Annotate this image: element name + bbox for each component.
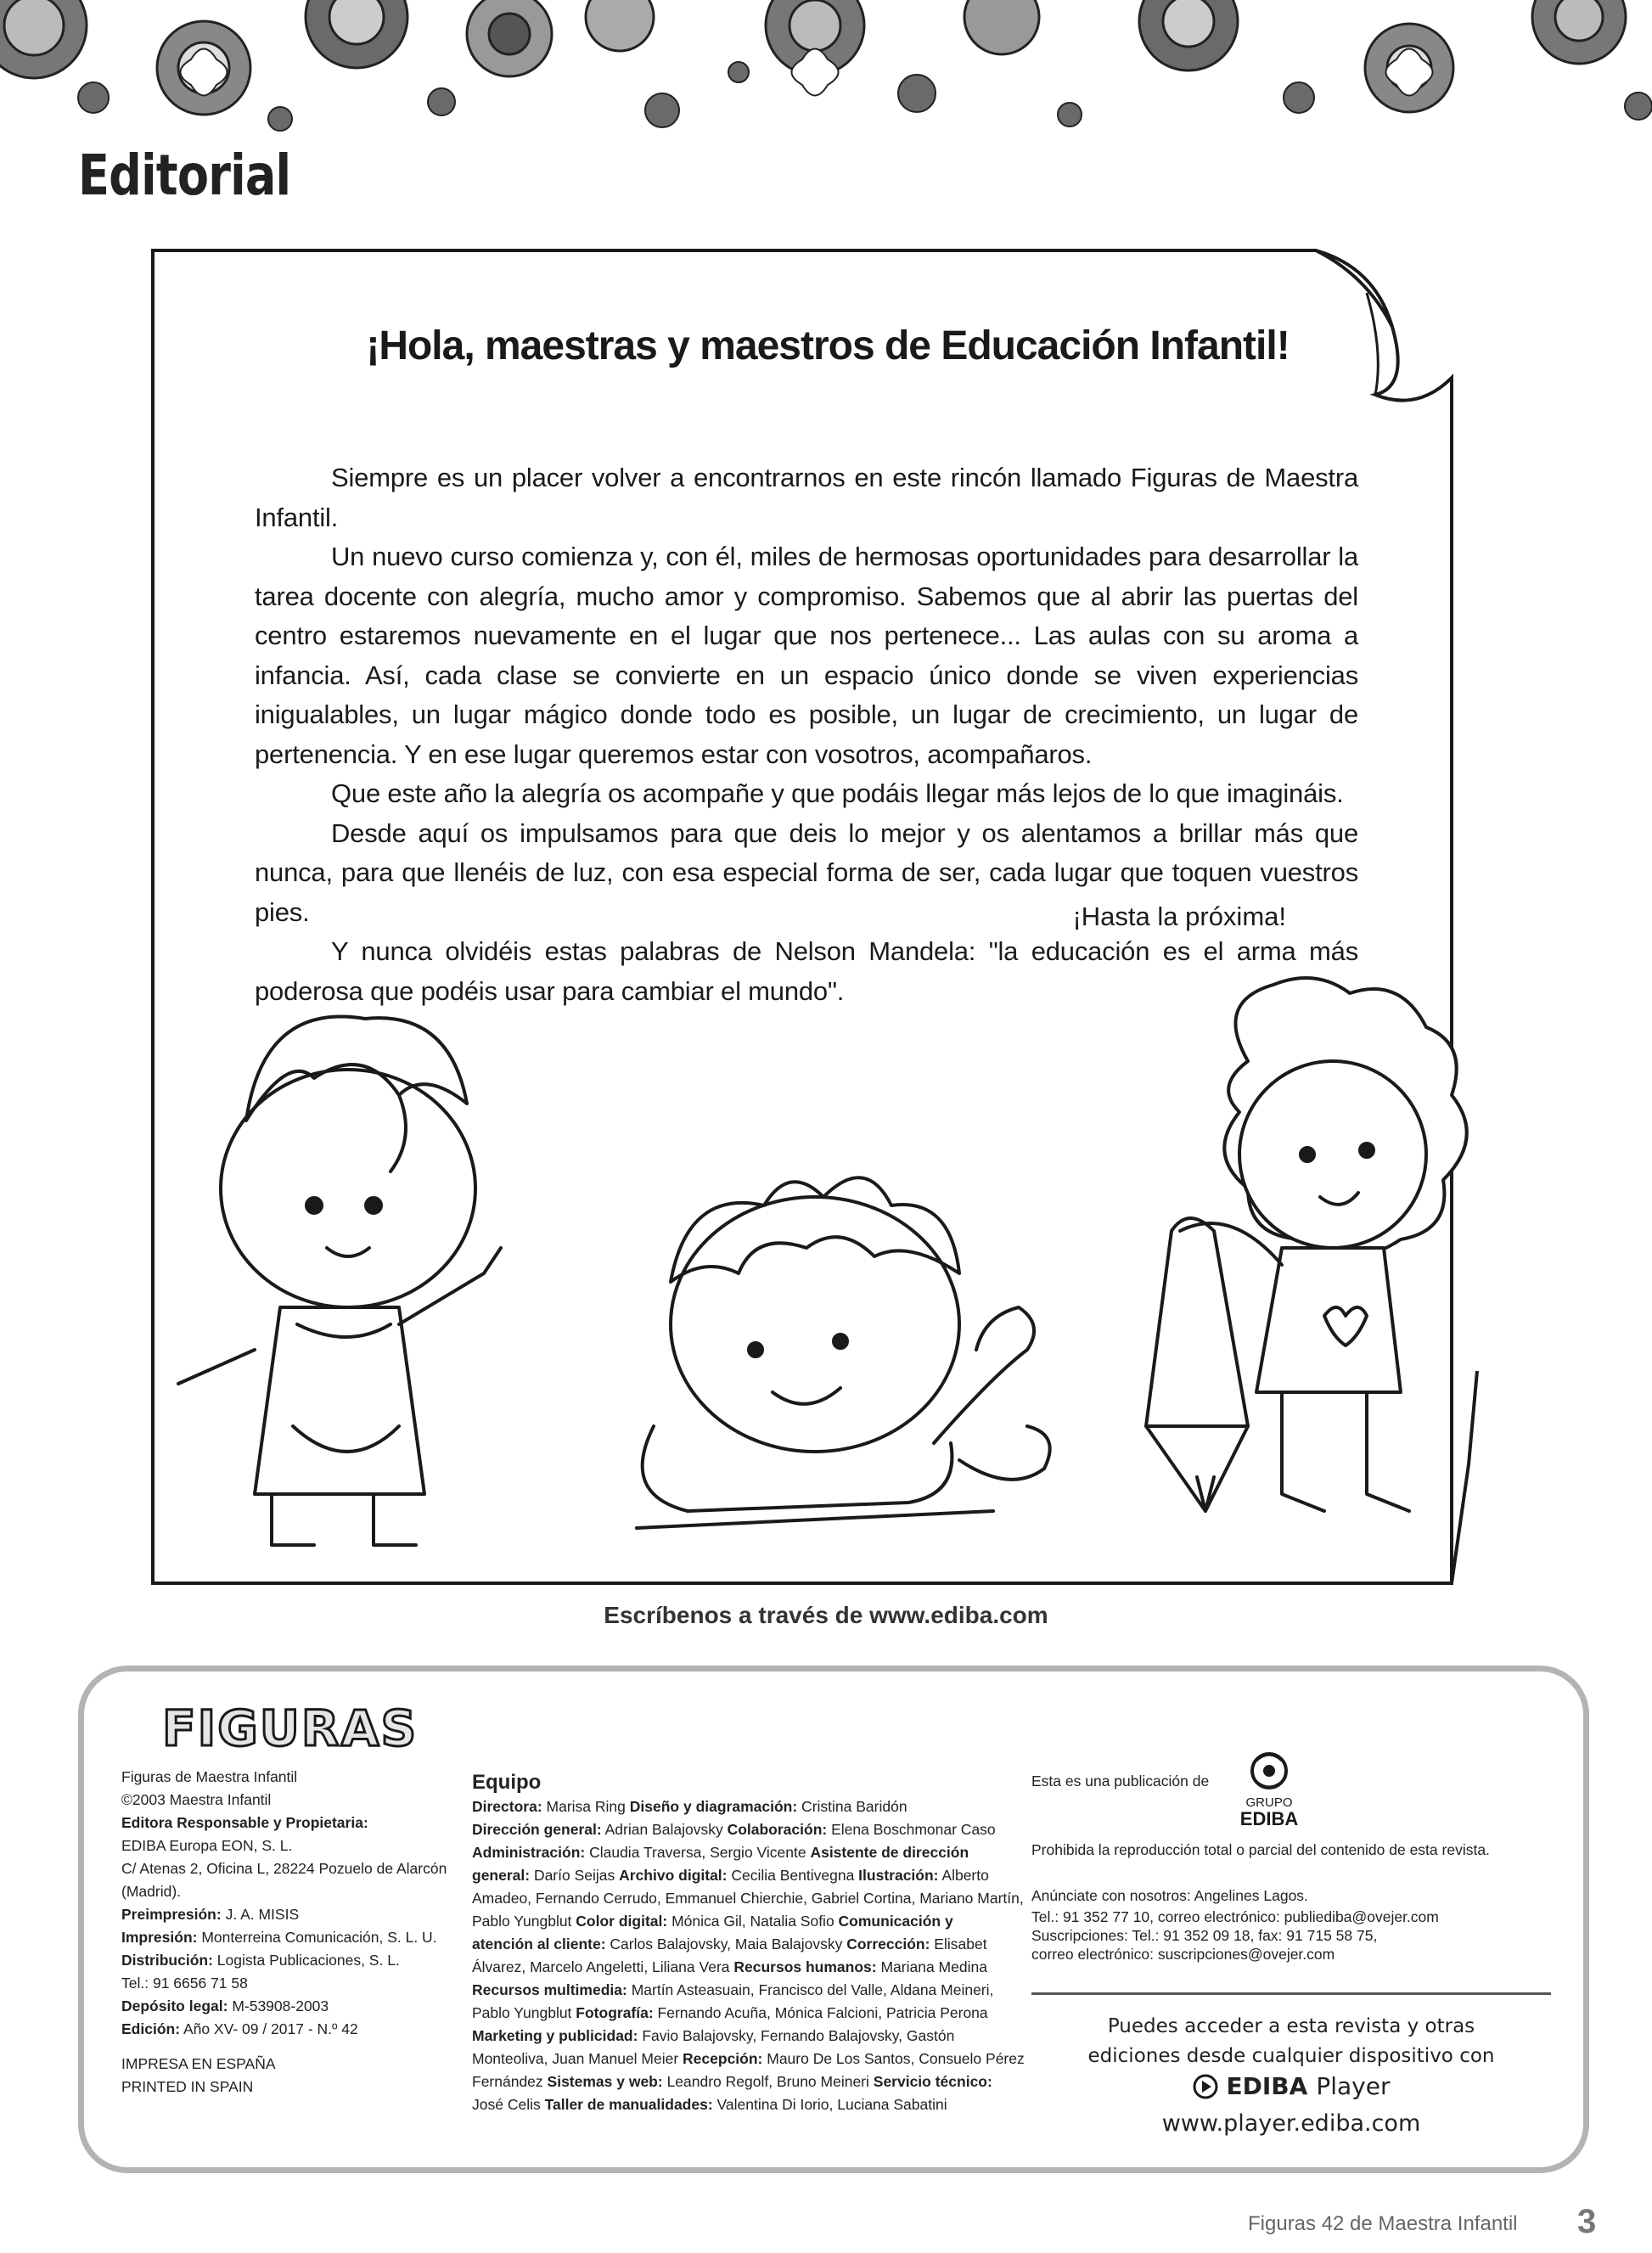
team-credit-line [472, 2070, 1024, 2093]
team-credit-line [472, 2002, 1024, 2025]
preprint-value: J. A. MISIS [225, 1906, 300, 1923]
team-role-label: Recepción: [683, 2050, 763, 2067]
team-credit-line [472, 1818, 1024, 1841]
team-credit-line [472, 1795, 1024, 1818]
address-line: (Madrid). [121, 1883, 182, 1900]
team-member-names: Claudia Traversa, Sergio Vicente [585, 1844, 811, 1861]
children-illustration [144, 951, 1537, 1596]
team-member-names: Mauro De Los Santos, Consuelo Pérez [762, 2050, 1025, 2067]
team-member-names: Elisabet [930, 1936, 987, 1952]
publisher-intro: Esta es una publicación de [1031, 1773, 1210, 1789]
edition-value: Año XV- 09 / 2017 - N.º 42 [183, 2020, 358, 2037]
team-role-label: Corrección: [846, 1936, 930, 1952]
team-role-label: Color digital: [576, 1913, 668, 1930]
child-girl-right-figure [1146, 978, 1467, 1511]
team-member-names: Cecilia Bentivegna [727, 1867, 859, 1884]
team-role-label: Marketing y publicidad: [472, 2027, 638, 2044]
publication-info [121, 1766, 447, 2098]
team-role-label: Recursos multimedia: [472, 1981, 627, 1998]
team-member-names: Pablo Yungblut [472, 2004, 576, 2021]
team-role-label: general: [472, 1867, 531, 1884]
team-credit-line [472, 1979, 1024, 2002]
team-credit-line [472, 2093, 1024, 2116]
letter-title: ¡Hola, maestras y maestros de Educación Infantil! [366, 323, 1290, 368]
team-role-label: Servicio técnico: [873, 2073, 992, 2090]
page-number: 3 [1577, 2203, 1597, 2240]
player-brand-light: Player [1316, 2072, 1391, 2100]
team-credit-line [472, 1887, 1024, 1910]
grupo-ediba-logo [1218, 1749, 1320, 1834]
team-role-label: Directora: [472, 1798, 542, 1815]
team-role-label: Diseño y diagramación: [629, 1798, 798, 1815]
letter-paragraph: Desde aquí os impulsamos para que deis lo mejor y os alentamos a brillar más que nunca, para que llenéis de luz, con esa especial forma de ser, cada lugar que toquen vuestros pies. [255, 817, 1358, 927]
player-promo-line2: ediciones desde cualquier dispositivo con [1087, 2045, 1495, 2067]
team-member-names: Adrian Balajovsky [601, 1821, 728, 1838]
team-member-names: Mónica Gil, Natalia Sofio [667, 1913, 839, 1930]
figuras-logo [157, 1696, 429, 1756]
team-credit-line [472, 2048, 1024, 2070]
team-heading: Equipo [472, 1771, 542, 1794]
team-role-label: Colaboración: [727, 1821, 828, 1838]
team-member-names: Carlos Balajovsky, Maia Balajovsky [605, 1936, 847, 1952]
team-member-names: Amadeo, Fernando Cerrudo, Emmanuel Chierchie, Gabriel Cortina, Mariano Martín, [472, 1890, 1024, 1907]
team-role-label: Asistente de dirección [810, 1844, 969, 1861]
subscriptions-email: correo electrónico: suscripciones@ovejer.com [1031, 1946, 1335, 1963]
letter-paragraph: Siempre es un placer volver a encontrarnos en este rincón llamado Figuras de Maestra Infantil. [255, 463, 1358, 532]
team-member-names: Favio Balajovsky, Fernando Balajovsky, Gastón [638, 2027, 955, 2044]
team-role-label: Administración: [472, 1844, 586, 1861]
team-member-names: Mariana Medina [876, 1958, 987, 1975]
team-role-label: Recursos humanos: [733, 1958, 877, 1975]
legal-deposit-value: M-53908-2003 [232, 1997, 329, 2014]
team-role-label: Ilustración: [858, 1867, 939, 1884]
team-member-names: Darío Seijas [530, 1867, 620, 1884]
print-label: Impresión: [121, 1929, 198, 1946]
team-credit-line [472, 1841, 1024, 1864]
grupo-logo-line2: EDIBA [1239, 1808, 1299, 1829]
distribution-value: Logista Publicaciones, S. L. [216, 1952, 400, 1969]
print-value: Monterreina Comunicación, S. L. U. [201, 1929, 437, 1946]
rights-notice: Prohibida la reproducción total o parcial del contenido de esta revista. [1031, 1841, 1490, 1858]
player-brand-bold: EDIBA [1226, 2072, 1308, 2100]
team-member-names: Martín Asteasuain, Francisco del Valle, Aldana Meineri, [627, 1981, 994, 1998]
letter-closing: ¡Hasta la próxima! [1072, 902, 1286, 931]
child-boy-middle-figure [637, 1177, 1050, 1528]
player-promo-line1: Puedes acceder a esta revista y otras [1107, 2015, 1475, 2037]
team-member-names: Fernández [472, 2073, 548, 2090]
team-member-names: Álvarez, Marcelo Angeletti, Liliana Vera [472, 1958, 734, 1975]
team-member-names: Marisa Ring [542, 1798, 630, 1815]
editor-label: Editora Responsable y Propietaria: [121, 1814, 368, 1831]
printed-in-spain-es: IMPRESA EN ESPAÑA [121, 2055, 276, 2072]
divider [1031, 1992, 1551, 1995]
grupo-logo-line1: GRUPO [1245, 1795, 1293, 1810]
distribution-label: Distribución: [121, 1952, 213, 1969]
phone-line: Tel.: 91 6656 71 58 [121, 1975, 248, 1992]
team-lines [472, 1795, 1024, 2116]
team-role-label: Comunicación y [838, 1913, 953, 1930]
printed-in-spain-en: PRINTED IN SPAIN [121, 2078, 254, 2095]
ads-phone-email: Tel.: 91 352 77 10, correo electrónico: publiediba@ovejer.com [1031, 1908, 1439, 1925]
copyright-line: ©2003 Maestra Infantil [121, 1791, 272, 1808]
footer-caption: Figuras 42 de Maestra Infantil [1248, 2212, 1518, 2235]
play-icon [1193, 2074, 1218, 2099]
letter-paragraph: Que este año la alegría os acompañe y que podáis llegar más lejos de lo que imagináis. [331, 778, 1344, 808]
figuras-logo-text: FIGURAS [162, 1700, 419, 1756]
legal-deposit-label: Depósito legal: [121, 1997, 228, 2014]
team-credit-line [472, 1933, 1024, 1956]
team-role-label: Fotografía: [576, 2004, 654, 2021]
letter-paragraph: Un nuevo curso comienza y, con él, miles de hermosas oportunidades para desarrollar la tarea docente con alegría, mucho amor y compromiso. Sabemos que al abrir las puertas del centro estaremos nuevamente en el lugar que nos pertenece... Las aulas con su aroma a infancia. Así, cada clase se convierte en un espacio único donde se viven experiencias inigualables, un lugar mágico donde todo es posible, un lugar de crecimiento, un lugar de pertenencia. Y en ese lugar queremos estar con vosotros, acompañaros. [255, 542, 1358, 769]
publication-name: Figuras de Maestra Infantil [121, 1768, 298, 1785]
team-member-names: José Celis [472, 2096, 545, 2113]
edition-label: Edición: [121, 2020, 181, 2037]
team-role-label: Taller de manualidades: [544, 2096, 713, 2113]
team-credit-line [472, 2025, 1024, 2048]
team-member-names: Leandro Regolf, Bruno Meineri [662, 2073, 874, 2090]
team-member-names: Alberto [938, 1867, 989, 1884]
team-role-label: Sistemas y web: [547, 2073, 663, 2090]
team-member-names: Elena Boschmonar Caso [827, 1821, 996, 1838]
team-credit-line [472, 1864, 1024, 1887]
team-member-names: Monteoliva, Juan Manuel Meier [472, 2050, 683, 2067]
subscriptions-phone: Suscripciones: Tel.: 91 352 09 18, fax: 91 715 58 75, [1031, 1927, 1378, 1944]
editor-name: EDIBA Europa EON, S. L. [121, 1837, 293, 1854]
team-credit-line [472, 1956, 1024, 1979]
team-credit-line [472, 1910, 1024, 1933]
team-role-label: Archivo digital: [619, 1867, 728, 1884]
ediba-player-promo [1031, 2012, 1551, 2138]
team-member-names: Valentina Di Iorio, Luciana Sabatini [712, 2096, 947, 2113]
team-member-names: Cristina Baridón [797, 1798, 907, 1815]
child-boy-left-figure [178, 1017, 501, 1546]
team-member-names: Fernando Acuña, Mónica Falcioni, Patricia Perona [653, 2004, 988, 2021]
team-role-label: Dirección general: [472, 1821, 602, 1838]
player-url[interactable]: www.player.ediba.com [1161, 2110, 1421, 2137]
player-brand [1193, 2071, 1391, 2101]
ads-contact: Anúnciate con nosotros: Angelines Lagos. [1031, 1887, 1308, 1904]
address-line: C/ Atenas 2, Oficina L, 28224 Pozuelo de Alarcón [121, 1860, 447, 1877]
decorative-dots-band [0, 0, 1652, 149]
team-credits [472, 1770, 1024, 2116]
section-heading: Editorial [78, 143, 291, 208]
team-member-names: Pablo Yungblut [472, 1913, 576, 1930]
preprint-label: Preimpresión: [121, 1906, 222, 1923]
contact-line: Escríbenos a través de www.ediba.com [604, 1602, 1048, 1628]
team-role-label: atención al cliente: [472, 1936, 606, 1952]
letter-paragraph: Y nunca olvidéis estas palabras de Nelson Mandela: "la educación es el arma más poderosa que podéis usar para cambiar el mundo". [255, 936, 1358, 1006]
